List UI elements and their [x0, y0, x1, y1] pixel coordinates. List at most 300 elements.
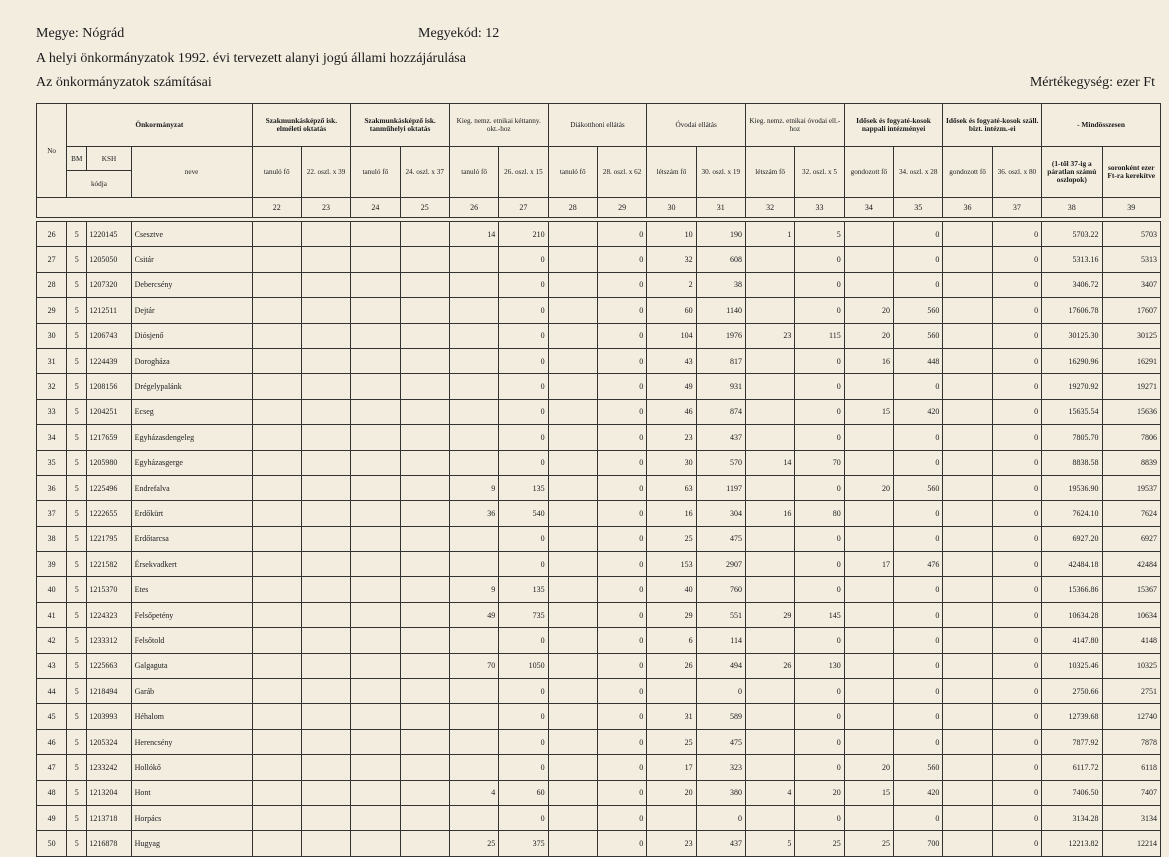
value-cell — [351, 577, 400, 602]
value-cell: 0 — [499, 374, 548, 399]
value-cell: 114 — [696, 628, 745, 653]
value-cell — [548, 704, 597, 729]
subheader: létszám fő — [647, 147, 696, 198]
value-cell: 10634.28 — [1042, 602, 1102, 627]
value-cell: 0 — [499, 298, 548, 323]
value-cell: 0 — [992, 831, 1041, 856]
value-cell: 7624 — [1102, 501, 1161, 526]
table-row — [37, 704, 1161, 729]
value-cell: 16291 — [1102, 348, 1161, 373]
subheader: 26. oszl. x 15 — [499, 147, 548, 198]
value-cell — [400, 653, 449, 678]
row-number: 48 — [37, 780, 67, 805]
header-neve: neve — [131, 147, 252, 198]
value-cell: 0 — [795, 628, 844, 653]
ksh-code: 1222655 — [87, 501, 131, 526]
value-cell: 475 — [696, 729, 745, 754]
value-cell — [351, 602, 400, 627]
ksh-code: 1233242 — [87, 755, 131, 780]
row-number: 44 — [37, 679, 67, 704]
subheader: gondozott fő — [943, 147, 992, 198]
value-cell: 16 — [647, 501, 696, 526]
value-cell — [548, 653, 597, 678]
column-number: 36 — [943, 198, 992, 218]
value-cell: 0 — [499, 628, 548, 653]
value-cell — [301, 501, 350, 526]
header-group: Óvodai ellátás — [647, 104, 746, 147]
value-cell: 0 — [499, 526, 548, 551]
value-cell — [548, 475, 597, 500]
column-number: 29 — [597, 198, 646, 218]
value-cell: 448 — [894, 348, 943, 373]
value-cell — [301, 425, 350, 450]
bm-code: 5 — [67, 222, 87, 247]
value-cell — [745, 247, 794, 272]
ksh-code: 1208156 — [87, 374, 131, 399]
value-cell — [745, 374, 794, 399]
value-cell: 10 — [647, 222, 696, 247]
ksh-code: 1213204 — [87, 780, 131, 805]
county-label: Megye: Nógrád — [36, 26, 125, 41]
value-cell: 7878 — [1102, 729, 1161, 754]
row-number: 33 — [37, 399, 67, 424]
value-cell — [943, 704, 992, 729]
value-cell — [449, 679, 498, 704]
ksh-code: 1207320 — [87, 272, 131, 297]
value-cell: 5313 — [1102, 247, 1161, 272]
value-cell: 0 — [992, 374, 1041, 399]
subheader: soronként ezer Ft-ra kerekítve — [1102, 147, 1161, 198]
value-cell: 0 — [597, 399, 646, 424]
value-cell: 20 — [844, 755, 893, 780]
value-cell: 700 — [894, 831, 943, 856]
value-cell — [252, 679, 301, 704]
value-cell: 0 — [597, 475, 646, 500]
value-cell — [844, 526, 893, 551]
value-cell — [844, 577, 893, 602]
value-cell — [745, 679, 794, 704]
value-cell: 0 — [597, 805, 646, 830]
value-cell: 14 — [745, 450, 794, 475]
value-cell: 6927 — [1102, 526, 1161, 551]
value-cell — [400, 602, 449, 627]
value-cell — [943, 805, 992, 830]
value-cell — [449, 323, 498, 348]
value-cell: 420 — [894, 399, 943, 424]
column-number: 25 — [400, 198, 449, 218]
value-cell — [252, 247, 301, 272]
ksh-code: 1204251 — [87, 399, 131, 424]
header-row-numbers — [37, 198, 1161, 218]
value-cell: 0 — [597, 298, 646, 323]
value-cell: 153 — [647, 552, 696, 577]
value-cell — [400, 501, 449, 526]
value-cell: 0 — [894, 679, 943, 704]
value-cell — [252, 425, 301, 450]
value-cell — [745, 577, 794, 602]
value-cell — [400, 348, 449, 373]
value-cell — [351, 501, 400, 526]
value-cell: 30125 — [1102, 323, 1161, 348]
value-cell: 20 — [844, 323, 893, 348]
value-cell: 19271 — [1102, 374, 1161, 399]
bm-code: 5 — [67, 247, 87, 272]
value-cell: 0 — [597, 628, 646, 653]
municipality-name: Endrefalva — [131, 475, 252, 500]
value-cell: 0 — [894, 450, 943, 475]
value-cell — [252, 450, 301, 475]
ksh-code: 1225663 — [87, 653, 131, 678]
subheader: létszám fő — [745, 147, 794, 198]
value-cell: 0 — [795, 247, 844, 272]
value-cell — [351, 272, 400, 297]
municipality-name: Héhalom — [131, 704, 252, 729]
value-cell — [252, 526, 301, 551]
value-cell: 375 — [499, 831, 548, 856]
subheader: tanuló fő — [449, 147, 498, 198]
value-cell — [351, 425, 400, 450]
value-cell: 0 — [894, 805, 943, 830]
row-number: 45 — [37, 704, 67, 729]
value-cell — [252, 222, 301, 247]
row-number: 32 — [37, 374, 67, 399]
municipality-name: Egyházasgerge — [131, 450, 252, 475]
value-cell — [351, 526, 400, 551]
column-number: 31 — [696, 198, 745, 218]
value-cell: 12739.68 — [1042, 704, 1102, 729]
value-cell — [745, 526, 794, 551]
value-cell: 1197 — [696, 475, 745, 500]
value-cell — [943, 323, 992, 348]
value-cell: 4 — [449, 780, 498, 805]
value-cell: 15636 — [1102, 399, 1161, 424]
ksh-code: 1205980 — [87, 450, 131, 475]
value-cell — [252, 501, 301, 526]
value-cell: 29 — [647, 602, 696, 627]
value-cell — [647, 805, 696, 830]
table-row — [37, 780, 1161, 805]
value-cell: 0 — [499, 755, 548, 780]
row-number: 50 — [37, 831, 67, 856]
value-cell — [301, 323, 350, 348]
ksh-code: 1215370 — [87, 577, 131, 602]
column-number: 23 — [301, 198, 350, 218]
value-cell — [351, 323, 400, 348]
value-cell: 3134.28 — [1042, 805, 1102, 830]
bm-code: 5 — [67, 475, 87, 500]
value-cell — [400, 628, 449, 653]
value-cell: 25 — [795, 831, 844, 856]
bm-code: 5 — [67, 704, 87, 729]
ksh-code: 1218494 — [87, 679, 131, 704]
value-cell: 15 — [844, 399, 893, 424]
value-cell — [745, 348, 794, 373]
value-cell — [548, 222, 597, 247]
header-bm: BM — [67, 147, 87, 171]
municipality-name: Herencsény — [131, 729, 252, 754]
value-cell: 0 — [597, 450, 646, 475]
value-cell — [548, 399, 597, 424]
value-cell: 0 — [795, 805, 844, 830]
value-cell: 0 — [597, 501, 646, 526]
value-cell — [351, 780, 400, 805]
value-cell — [548, 780, 597, 805]
value-cell — [301, 272, 350, 297]
value-cell — [548, 272, 597, 297]
row-number: 42 — [37, 628, 67, 653]
value-cell — [844, 805, 893, 830]
value-cell: 0 — [499, 399, 548, 424]
value-cell: 0 — [992, 222, 1041, 247]
value-cell — [449, 298, 498, 323]
value-cell — [400, 323, 449, 348]
column-number: 26 — [449, 198, 498, 218]
value-cell: 0 — [499, 425, 548, 450]
value-cell — [449, 704, 498, 729]
value-cell — [351, 831, 400, 856]
municipality-name: Diósjenő — [131, 323, 252, 348]
row-number: 35 — [37, 450, 67, 475]
value-cell: 15367 — [1102, 577, 1161, 602]
value-cell — [844, 374, 893, 399]
value-cell — [548, 348, 597, 373]
value-cell — [351, 805, 400, 830]
value-cell — [301, 729, 350, 754]
column-number: 24 — [351, 198, 400, 218]
value-cell: 420 — [894, 780, 943, 805]
value-cell: 0 — [795, 552, 844, 577]
value-cell: 0 — [597, 348, 646, 373]
row-number: 46 — [37, 729, 67, 754]
value-cell: 874 — [696, 399, 745, 424]
value-cell: 0 — [499, 323, 548, 348]
value-cell — [252, 323, 301, 348]
value-cell: 0 — [597, 425, 646, 450]
value-cell — [351, 552, 400, 577]
header-group: Idősek és fogyaté-kosok száll. bizt. intézm.-ei — [943, 104, 1042, 147]
value-cell: 2750.66 — [1042, 679, 1102, 704]
value-cell: 4 — [745, 780, 794, 805]
value-cell — [548, 501, 597, 526]
ksh-code: 1217659 — [87, 425, 131, 450]
value-cell: 0 — [795, 755, 844, 780]
header-group: - Mindösszesen — [1042, 104, 1161, 147]
value-cell — [400, 831, 449, 856]
bm-code: 5 — [67, 272, 87, 297]
column-number: 38 — [1042, 198, 1102, 218]
subheader: tanuló fő — [548, 147, 597, 198]
bm-code: 5 — [67, 450, 87, 475]
value-cell — [548, 526, 597, 551]
value-cell — [400, 805, 449, 830]
value-cell — [548, 577, 597, 602]
value-cell: 63 — [647, 475, 696, 500]
value-cell — [449, 729, 498, 754]
value-cell — [548, 298, 597, 323]
value-cell — [301, 374, 350, 399]
municipality-name: Erdőkürt — [131, 501, 252, 526]
table-row — [37, 805, 1161, 830]
value-cell — [943, 526, 992, 551]
value-cell — [252, 704, 301, 729]
table-row — [37, 348, 1161, 373]
value-cell — [351, 755, 400, 780]
value-cell: 0 — [992, 399, 1041, 424]
value-cell: 475 — [696, 526, 745, 551]
value-cell: 0 — [795, 399, 844, 424]
value-cell — [844, 602, 893, 627]
value-cell — [449, 399, 498, 424]
value-cell: 0 — [992, 348, 1041, 373]
value-cell: 5703.22 — [1042, 222, 1102, 247]
bm-code: 5 — [67, 374, 87, 399]
value-cell — [745, 425, 794, 450]
value-cell: 2751 — [1102, 679, 1161, 704]
value-cell: 3406.72 — [1042, 272, 1102, 297]
value-cell: 0 — [894, 501, 943, 526]
municipality-name: Felsőpetény — [131, 602, 252, 627]
bm-code: 5 — [67, 298, 87, 323]
value-cell — [548, 374, 597, 399]
value-cell — [844, 729, 893, 754]
table-row — [37, 323, 1161, 348]
value-cell: 5313.16 — [1042, 247, 1102, 272]
value-cell: 25 — [844, 831, 893, 856]
value-cell: 5 — [795, 222, 844, 247]
value-cell: 0 — [795, 298, 844, 323]
table-row — [37, 755, 1161, 780]
table-row — [37, 450, 1161, 475]
value-cell — [943, 374, 992, 399]
value-cell: 12214 — [1102, 831, 1161, 856]
value-cell — [400, 247, 449, 272]
value-cell: 560 — [894, 323, 943, 348]
value-cell: 0 — [795, 475, 844, 500]
value-cell — [252, 780, 301, 805]
value-cell — [844, 501, 893, 526]
table-row — [37, 552, 1161, 577]
municipality-name: Debercsény — [131, 272, 252, 297]
value-cell — [252, 831, 301, 856]
header-no: No — [37, 104, 67, 198]
value-cell — [449, 628, 498, 653]
value-cell — [943, 272, 992, 297]
data-table — [36, 103, 1161, 857]
value-cell — [548, 679, 597, 704]
table-row — [37, 399, 1161, 424]
value-cell: 2 — [647, 272, 696, 297]
value-cell: 32 — [647, 247, 696, 272]
value-cell: 20 — [844, 475, 893, 500]
value-cell: 589 — [696, 704, 745, 729]
value-cell — [647, 679, 696, 704]
value-cell — [943, 501, 992, 526]
value-cell — [449, 425, 498, 450]
value-cell: 0 — [795, 348, 844, 373]
row-number: 26 — [37, 222, 67, 247]
row-number: 30 — [37, 323, 67, 348]
value-cell — [301, 450, 350, 475]
row-number: 27 — [37, 247, 67, 272]
value-cell — [400, 704, 449, 729]
value-cell — [943, 475, 992, 500]
header-group: Kieg. nemz. etnikai kéttanny. okt.-hoz — [449, 104, 548, 147]
table-row — [37, 602, 1161, 627]
value-cell — [351, 704, 400, 729]
value-cell: 0 — [597, 247, 646, 272]
value-cell: 0 — [597, 222, 646, 247]
value-cell — [301, 628, 350, 653]
value-cell: 0 — [696, 805, 745, 830]
municipality-name: Egyházasdengeleg — [131, 425, 252, 450]
value-cell — [548, 450, 597, 475]
value-cell — [745, 272, 794, 297]
value-cell: 19270.92 — [1042, 374, 1102, 399]
value-cell — [745, 704, 794, 729]
value-cell: 0 — [894, 526, 943, 551]
unit-label: Mértékegység: ezer Ft — [1029, 75, 1155, 90]
value-cell: 494 — [696, 653, 745, 678]
data-table-wrapper — [36, 103, 1161, 857]
value-cell: 0 — [992, 729, 1041, 754]
value-cell: 17 — [647, 755, 696, 780]
municipality-name: Horpács — [131, 805, 252, 830]
value-cell — [400, 679, 449, 704]
row-number: 40 — [37, 577, 67, 602]
bm-code: 5 — [67, 653, 87, 678]
value-cell: 6927.20 — [1042, 526, 1102, 551]
value-cell: 5703 — [1102, 222, 1161, 247]
value-cell: 304 — [696, 501, 745, 526]
subheader: (1-től 37-ig a páratlan számú oszlopok) — [1042, 147, 1102, 198]
bm-code: 5 — [67, 323, 87, 348]
value-cell — [400, 552, 449, 577]
value-cell — [351, 729, 400, 754]
ksh-code: 1224323 — [87, 602, 131, 627]
value-cell: 0 — [795, 577, 844, 602]
value-cell: 0 — [992, 755, 1041, 780]
value-cell — [301, 222, 350, 247]
value-cell: 16 — [844, 348, 893, 373]
value-cell: 7806 — [1102, 425, 1161, 450]
value-cell — [844, 628, 893, 653]
value-cell: 0 — [597, 323, 646, 348]
bm-code: 5 — [67, 679, 87, 704]
value-cell: 1 — [745, 222, 794, 247]
value-cell: 0 — [597, 704, 646, 729]
value-cell: 10325.46 — [1042, 653, 1102, 678]
value-cell — [400, 780, 449, 805]
value-cell: 60 — [499, 780, 548, 805]
value-cell — [943, 679, 992, 704]
row-number: 41 — [37, 602, 67, 627]
value-cell: 26 — [647, 653, 696, 678]
value-cell: 49 — [647, 374, 696, 399]
value-cell: 0 — [795, 729, 844, 754]
value-cell: 0 — [597, 780, 646, 805]
value-cell — [548, 323, 597, 348]
value-cell: 3407 — [1102, 272, 1161, 297]
value-cell — [943, 399, 992, 424]
subheader: 30. oszl. x 19 — [696, 147, 745, 198]
value-cell: 70 — [449, 653, 498, 678]
value-cell — [745, 298, 794, 323]
value-cell: 23 — [647, 831, 696, 856]
value-cell: 0 — [992, 805, 1041, 830]
column-number: 37 — [992, 198, 1041, 218]
value-cell: 0 — [499, 704, 548, 729]
value-cell: 0 — [597, 272, 646, 297]
